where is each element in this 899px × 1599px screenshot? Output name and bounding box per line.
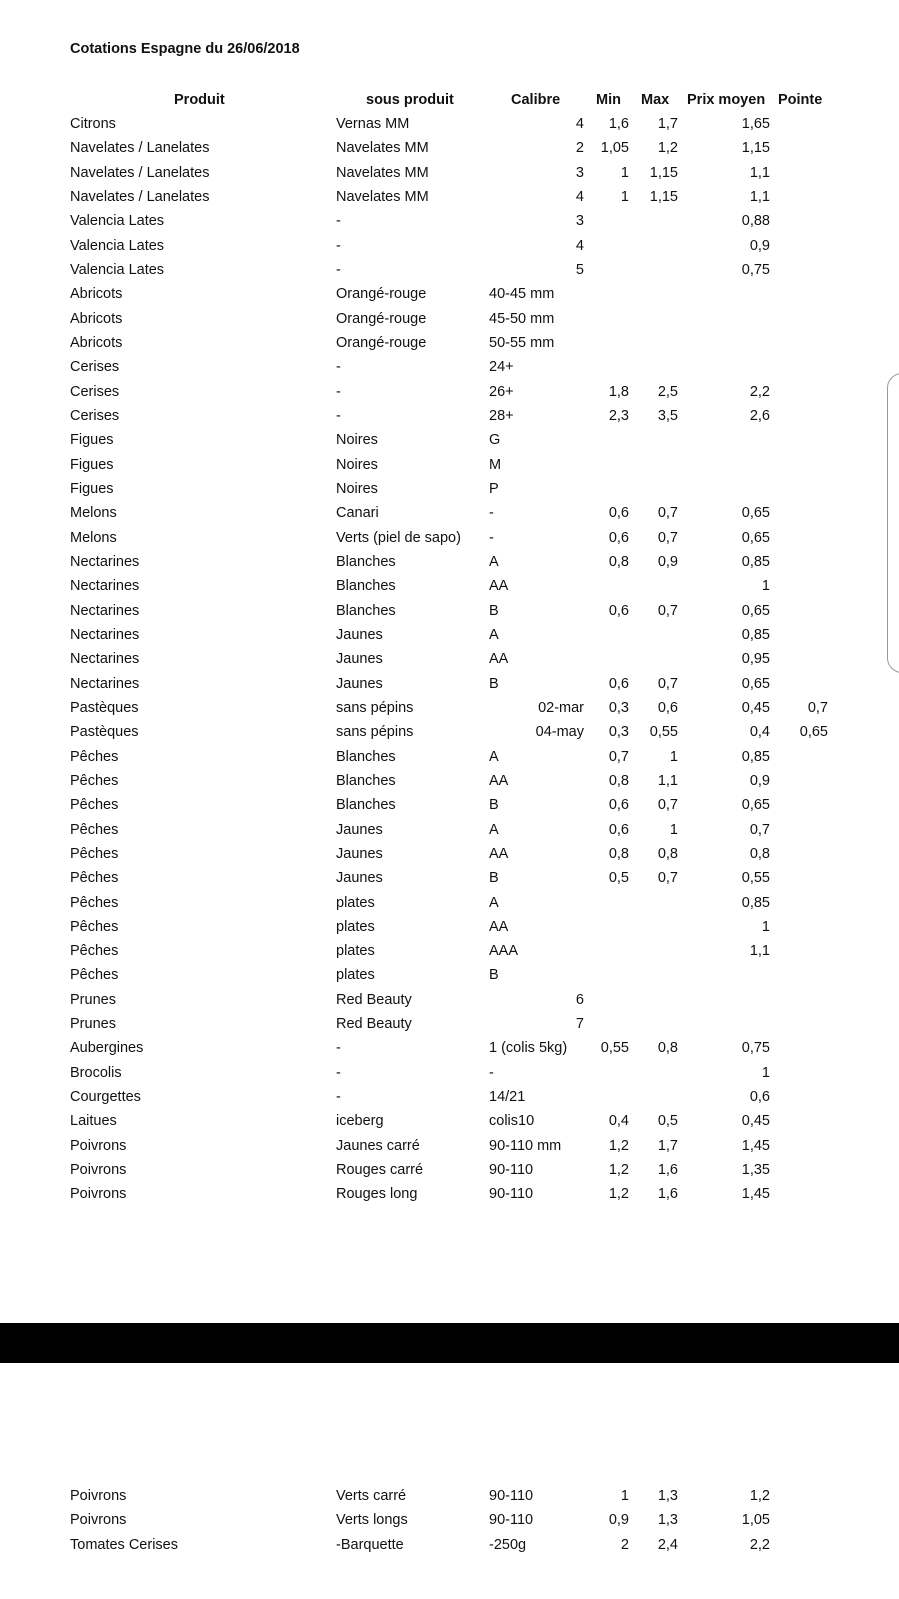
cell-produit: Cerises (70, 407, 120, 424)
cell-pointe: 0,65 (799, 724, 828, 741)
cell-produit: Pêches (70, 797, 119, 814)
cell-min: 0,55 (600, 1040, 629, 1057)
cell-max: 0,5 (657, 1113, 678, 1130)
cell-produit: Navelates / Lanelates (70, 164, 210, 181)
cell-sous-produit: - (336, 1040, 341, 1057)
cell-min: 0,8 (608, 772, 629, 789)
cell-prix-moyen: 1,45 (741, 1186, 770, 1203)
cell-produit: Abricots (70, 310, 123, 327)
cell-min: 1,2 (608, 1186, 629, 1203)
cell-min: 1 (620, 164, 629, 181)
cell-sous-produit: - (336, 359, 341, 376)
cell-max: 1,6 (657, 1162, 678, 1179)
cell-produit: Pêches (70, 821, 119, 838)
cell-min: 2,3 (608, 407, 629, 424)
header-min: Min (596, 92, 621, 108)
cell-sous-produit: Blanches (336, 578, 396, 595)
table-body-bottom (0, 1484, 899, 1557)
cell-min: 1,05 (600, 140, 629, 157)
cell-calibre: 3 (575, 164, 584, 181)
cell-max: 1,3 (657, 1512, 678, 1529)
cell-prix-moyen: 1 (761, 918, 770, 935)
cell-sous-produit: -Barquette (336, 1536, 404, 1553)
table-row (0, 1533, 899, 1557)
cell-calibre: 40-45 mm (489, 286, 555, 303)
cell-sous-produit: Jaunes (336, 675, 383, 692)
cell-calibre: 4 (575, 237, 584, 254)
cell-prix-moyen: 1,35 (741, 1162, 770, 1179)
table-row (0, 1134, 899, 1158)
table-row (0, 501, 899, 525)
table-row (0, 672, 899, 696)
cell-prix-moyen: 0,65 (741, 675, 770, 692)
cell-sous-produit: Red Beauty (336, 991, 412, 1008)
document-title: Cotations Espagne du 26/06/2018 (70, 41, 300, 57)
cell-calibre: A (489, 748, 499, 765)
cell-calibre: A (489, 553, 499, 570)
cell-sous-produit: - (336, 1064, 341, 1081)
cell-sous-produit: Rouges long (336, 1186, 418, 1203)
cell-prix-moyen: 0,9 (749, 237, 770, 254)
cell-sous-produit: - (336, 213, 341, 230)
cell-max: 0,7 (657, 870, 678, 887)
cell-calibre: A (489, 821, 499, 838)
cell-calibre: 6 (575, 991, 584, 1008)
cell-sous-produit: Red Beauty (336, 1016, 412, 1033)
cell-produit: Navelates / Lanelates (70, 188, 210, 205)
cell-sous-produit: sans pépins (336, 699, 414, 716)
table-row (0, 355, 899, 379)
cell-max: 0,9 (657, 553, 678, 570)
cell-prix-moyen: 0,85 (741, 748, 770, 765)
cell-min: 0,3 (608, 699, 629, 716)
cell-max: 1,3 (657, 1488, 678, 1504)
cell-calibre: 90-110 mm (489, 1137, 562, 1154)
cell-sous-produit: Canari (336, 505, 379, 522)
cell-produit: Pêches (70, 943, 119, 960)
table-row (0, 745, 899, 769)
cell-calibre: 2 (575, 140, 584, 157)
cell-produit: Abricots (70, 286, 123, 303)
cell-calibre: 90-110 (489, 1186, 534, 1203)
cell-calibre: 14/21 (489, 1089, 526, 1106)
cell-prix-moyen: 1 (761, 1064, 770, 1081)
cell-prix-moyen: 1,1 (749, 188, 770, 205)
table-row (0, 939, 899, 963)
cell-max: 1,7 (657, 1137, 678, 1154)
cell-prix-moyen: 0,7 (749, 821, 770, 838)
cell-sous-produit: Blanches (336, 553, 396, 570)
cell-prix-moyen: 1,1 (749, 164, 770, 181)
cell-produit: Pêches (70, 845, 119, 862)
cell-sous-produit: iceberg (336, 1113, 384, 1130)
table-row (0, 988, 899, 1012)
cell-produit: Valencia Lates (70, 261, 165, 278)
cell-calibre: 26+ (489, 383, 514, 400)
cell-max: 2,4 (657, 1536, 678, 1553)
cell-calibre: 90-110 (489, 1512, 534, 1529)
cell-sous-produit: Navelates MM (336, 188, 429, 205)
cell-min: 0,9 (608, 1512, 629, 1529)
cell-min: 0,6 (608, 505, 629, 522)
table-row (0, 842, 899, 866)
cell-calibre: AAA (489, 943, 519, 960)
cell-prix-moyen: 2,6 (749, 407, 770, 424)
cell-max: 2,5 (657, 383, 678, 400)
cell-calibre: 28+ (489, 407, 514, 424)
table-row (0, 1109, 899, 1133)
cell-calibre: B (489, 797, 499, 814)
cell-sous-produit: Verts (piel de sapo) (336, 529, 461, 546)
cell-min: 0,7 (608, 748, 629, 765)
cell-max: 0,7 (657, 602, 678, 619)
table-row (0, 647, 899, 671)
header-produit: Produit (174, 92, 225, 108)
cell-sous-produit: Jaunes carré (336, 1137, 420, 1154)
table-row (0, 404, 899, 428)
cell-sous-produit: Blanches (336, 602, 396, 619)
cell-sous-produit: Verts carré (336, 1488, 407, 1504)
cell-calibre: 7 (575, 1016, 584, 1033)
cell-calibre: 45-50 mm (489, 310, 555, 327)
table-row (0, 258, 899, 282)
cell-produit: Poivrons (70, 1186, 127, 1203)
table-row (0, 1484, 899, 1508)
cell-min: 0,3 (608, 724, 629, 741)
table-row (0, 1182, 899, 1206)
table-row (0, 1036, 899, 1060)
cell-sous-produit: Navelates MM (336, 164, 429, 181)
cell-produit: Prunes (70, 1016, 116, 1033)
cell-prix-moyen: 0,95 (741, 651, 770, 668)
cell-calibre: -250g (489, 1536, 527, 1553)
cell-min: 1,8 (608, 383, 629, 400)
cell-max: 0,6 (657, 699, 678, 716)
cell-max: 0,7 (657, 529, 678, 546)
cell-prix-moyen: 0,65 (741, 797, 770, 814)
table-row (0, 720, 899, 744)
cell-min: 0,8 (608, 845, 629, 862)
cell-calibre: 90-110 (489, 1162, 534, 1179)
cell-prix-moyen: 1,45 (741, 1137, 770, 1154)
cell-produit: Pastèques (70, 724, 139, 741)
cell-produit: Pêches (70, 748, 119, 765)
cell-max: 3,5 (657, 407, 678, 424)
cell-calibre: AA (489, 651, 509, 668)
cell-produit: Nectarines (70, 578, 140, 595)
cell-sous-produit: Jaunes (336, 626, 383, 643)
table-row (0, 1508, 899, 1532)
table-row (0, 453, 899, 477)
cell-produit: Tomates Cerises (70, 1536, 178, 1553)
table-row (0, 185, 899, 209)
cell-calibre: 04-may (535, 724, 584, 741)
cell-prix-moyen: 1,65 (741, 116, 770, 132)
table-row (0, 112, 899, 136)
cell-sous-produit: Noires (336, 456, 378, 473)
header-sous-produit: sous produit (366, 92, 454, 108)
cell-produit: Abricots (70, 334, 123, 351)
table-row (0, 161, 899, 185)
cell-max: 1,6 (657, 1186, 678, 1203)
cell-max: 1,1 (657, 772, 678, 789)
cell-prix-moyen: 1,1 (749, 943, 770, 960)
cell-min: 0,6 (608, 797, 629, 814)
cell-max: 0,8 (657, 1040, 678, 1057)
table-row (0, 574, 899, 598)
cell-prix-moyen: 0,8 (749, 845, 770, 862)
cell-prix-moyen: 2,2 (749, 383, 770, 400)
table-row (0, 307, 899, 331)
header-calibre: Calibre (511, 92, 561, 108)
cell-sous-produit: plates (336, 967, 375, 984)
table-row (0, 793, 899, 817)
table-row (0, 550, 899, 574)
cell-sous-produit: Rouges carré (336, 1162, 424, 1179)
table-row (0, 209, 899, 233)
cell-produit: Pêches (70, 967, 119, 984)
cell-sous-produit: Jaunes (336, 870, 383, 887)
cell-sous-produit: Vernas MM (336, 116, 410, 132)
cell-sous-produit: sans pépins (336, 724, 414, 741)
table-row (0, 282, 899, 306)
cell-prix-moyen: 1,15 (741, 140, 770, 157)
cell-min: 1 (620, 188, 629, 205)
table-row (0, 380, 899, 404)
table-body-top (0, 112, 899, 1207)
cell-produit: Poivrons (70, 1488, 127, 1504)
table-row (0, 599, 899, 623)
cell-produit: Pêches (70, 894, 119, 911)
cell-calibre: 5 (575, 261, 584, 278)
cell-calibre: M (489, 456, 502, 473)
cell-produit: Poivrons (70, 1162, 127, 1179)
cell-max: 1,2 (657, 140, 678, 157)
scroll-handle[interactable] (887, 373, 899, 673)
table-row (0, 891, 899, 915)
cell-produit: Melons (70, 505, 117, 522)
cell-min: 2 (620, 1536, 629, 1553)
cell-produit: Brocolis (70, 1064, 122, 1081)
cell-produit: Pêches (70, 772, 119, 789)
cell-calibre: 3 (575, 213, 584, 230)
cell-produit: Aubergines (70, 1040, 144, 1057)
cell-calibre: 50-55 mm (489, 334, 555, 351)
cell-prix-moyen: 0,55 (741, 870, 770, 887)
cell-sous-produit: Orangé-rouge (336, 334, 427, 351)
cell-produit: Nectarines (70, 651, 140, 668)
cell-produit: Figues (70, 456, 114, 473)
cell-prix-moyen: 0,6 (749, 1089, 770, 1106)
cell-sous-produit: Blanches (336, 797, 396, 814)
table-row (0, 915, 899, 939)
cell-prix-moyen: 0,85 (741, 894, 770, 911)
cell-calibre: colis10 (489, 1113, 535, 1130)
cell-sous-produit: Blanches (336, 772, 396, 789)
table-row (0, 1012, 899, 1036)
table-row (0, 696, 899, 720)
cell-sous-produit: - (336, 383, 341, 400)
cell-produit: Nectarines (70, 675, 140, 692)
cell-min: 0,8 (608, 553, 629, 570)
cell-sous-produit: Jaunes (336, 821, 383, 838)
cell-calibre: AA (489, 918, 509, 935)
cell-prix-moyen: 0,85 (741, 553, 770, 570)
cell-prix-moyen: 0,75 (741, 261, 770, 278)
table-row (0, 136, 899, 160)
cell-produit: Cerises (70, 359, 120, 376)
table-row (0, 623, 899, 647)
cell-max: 1 (669, 748, 678, 765)
cell-prix-moyen: 0,65 (741, 505, 770, 522)
cell-calibre: B (489, 967, 499, 984)
cell-produit: Pastèques (70, 699, 139, 716)
cell-calibre: AA (489, 845, 509, 862)
cell-sous-produit: Orangé-rouge (336, 310, 427, 327)
cell-max: 1,7 (657, 116, 678, 132)
cell-produit: Courgettes (70, 1089, 141, 1106)
cell-max: 0,7 (657, 797, 678, 814)
table-row (0, 963, 899, 987)
cell-produit: Figues (70, 480, 114, 497)
cell-max: 0,7 (657, 675, 678, 692)
cell-pointe: 0,7 (807, 699, 828, 716)
table-row (0, 526, 899, 550)
cell-produit: Figues (70, 432, 114, 449)
header-max: Max (641, 92, 670, 108)
cell-min: 0,6 (608, 602, 629, 619)
black-separator-bar (0, 1323, 899, 1363)
cell-calibre: - (489, 529, 494, 546)
cell-produit: Citrons (70, 116, 116, 132)
cell-produit: Pêches (70, 870, 119, 887)
table-row (0, 818, 899, 842)
cell-calibre: 02-mar (538, 699, 584, 716)
cell-prix-moyen: 0,45 (741, 1113, 770, 1130)
cell-calibre: - (489, 1064, 494, 1081)
cell-calibre: B (489, 602, 499, 619)
cell-produit: Laitues (70, 1113, 117, 1130)
cell-min: 1,2 (608, 1137, 629, 1154)
cell-prix-moyen: 0,88 (741, 213, 770, 230)
cell-max: 0,8 (657, 845, 678, 862)
cell-calibre: B (489, 675, 499, 692)
cell-min: 0,6 (608, 529, 629, 546)
header-prix-moyen: Prix moyen (687, 92, 766, 108)
cell-prix-moyen: 2,2 (749, 1536, 770, 1553)
cell-min: 0,6 (608, 821, 629, 838)
cell-prix-moyen: 0,45 (741, 699, 770, 716)
cell-sous-produit: Noires (336, 480, 378, 497)
table-row (0, 866, 899, 890)
cell-min: 1,2 (608, 1162, 629, 1179)
cell-prix-moyen: 0,75 (741, 1040, 770, 1057)
cell-calibre: 90-110 (489, 1488, 534, 1504)
cell-calibre: B (489, 870, 499, 887)
cell-produit: Valencia Lates (70, 213, 165, 230)
cell-calibre: 24+ (489, 359, 514, 376)
cell-calibre: A (489, 626, 499, 643)
cell-sous-produit: Blanches (336, 748, 396, 765)
cell-max: 1 (669, 821, 678, 838)
cell-min: 0,6 (608, 675, 629, 692)
cell-sous-produit: - (336, 407, 341, 424)
table-row (0, 234, 899, 258)
cell-produit: Melons (70, 529, 117, 546)
cell-calibre: - (489, 505, 494, 522)
cell-min: 1 (620, 1488, 629, 1504)
cell-calibre: A (489, 894, 499, 911)
cell-min: 1,6 (608, 116, 629, 132)
cell-max: 0,7 (657, 505, 678, 522)
cell-prix-moyen: 0,65 (741, 602, 770, 619)
cell-calibre: 4 (575, 188, 584, 205)
cell-sous-produit: plates (336, 918, 375, 935)
cell-sous-produit: - (336, 237, 341, 254)
cell-calibre: AA (489, 578, 509, 595)
cell-produit: Pêches (70, 918, 119, 935)
cell-produit: Cerises (70, 383, 120, 400)
cell-prix-moyen: 1,2 (749, 1488, 770, 1504)
cell-sous-produit: Orangé-rouge (336, 286, 427, 303)
table-row (0, 477, 899, 501)
cell-sous-produit: Jaunes (336, 845, 383, 862)
header-pointe: Pointe (778, 92, 823, 108)
cell-calibre: G (489, 432, 501, 449)
cell-max: 1,15 (649, 164, 678, 181)
cell-prix-moyen: 1,05 (741, 1512, 770, 1529)
cell-produit: Valencia Lates (70, 237, 165, 254)
cell-calibre: AA (489, 772, 509, 789)
table-row (0, 331, 899, 355)
cell-produit: Poivrons (70, 1512, 127, 1529)
cell-sous-produit: - (336, 1089, 341, 1106)
table-row (0, 1158, 899, 1182)
cell-sous-produit: Verts longs (336, 1512, 408, 1529)
cell-produit: Nectarines (70, 626, 140, 643)
cell-calibre: P (489, 480, 499, 497)
cell-produit: Poivrons (70, 1137, 127, 1154)
table-row (0, 1061, 899, 1085)
cell-produit: Nectarines (70, 602, 140, 619)
cell-produit: Prunes (70, 991, 116, 1008)
table-row (0, 1085, 899, 1109)
cell-max: 1,15 (649, 188, 678, 205)
cell-min: 0,4 (608, 1113, 629, 1130)
cell-min: 0,5 (608, 870, 629, 887)
cell-sous-produit: Navelates MM (336, 140, 429, 157)
table-row (0, 769, 899, 793)
cell-prix-moyen: 0,65 (741, 529, 770, 546)
cell-prix-moyen: 0,4 (749, 724, 770, 741)
cell-sous-produit: Noires (336, 432, 378, 449)
cell-calibre: 4 (575, 116, 584, 132)
table-row (0, 428, 899, 452)
cell-max: 0,55 (649, 724, 678, 741)
cell-sous-produit: plates (336, 894, 375, 911)
cell-prix-moyen: 1 (761, 578, 770, 595)
cell-produit: Nectarines (70, 553, 140, 570)
cell-prix-moyen: 0,85 (741, 626, 770, 643)
cell-calibre: 1 (colis 5kg) (489, 1040, 568, 1057)
cell-prix-moyen: 0,9 (749, 772, 770, 789)
cell-sous-produit: Jaunes (336, 651, 383, 668)
cell-produit: Navelates / Lanelates (70, 140, 210, 157)
cell-sous-produit: plates (336, 943, 375, 960)
cell-sous-produit: - (336, 261, 341, 278)
